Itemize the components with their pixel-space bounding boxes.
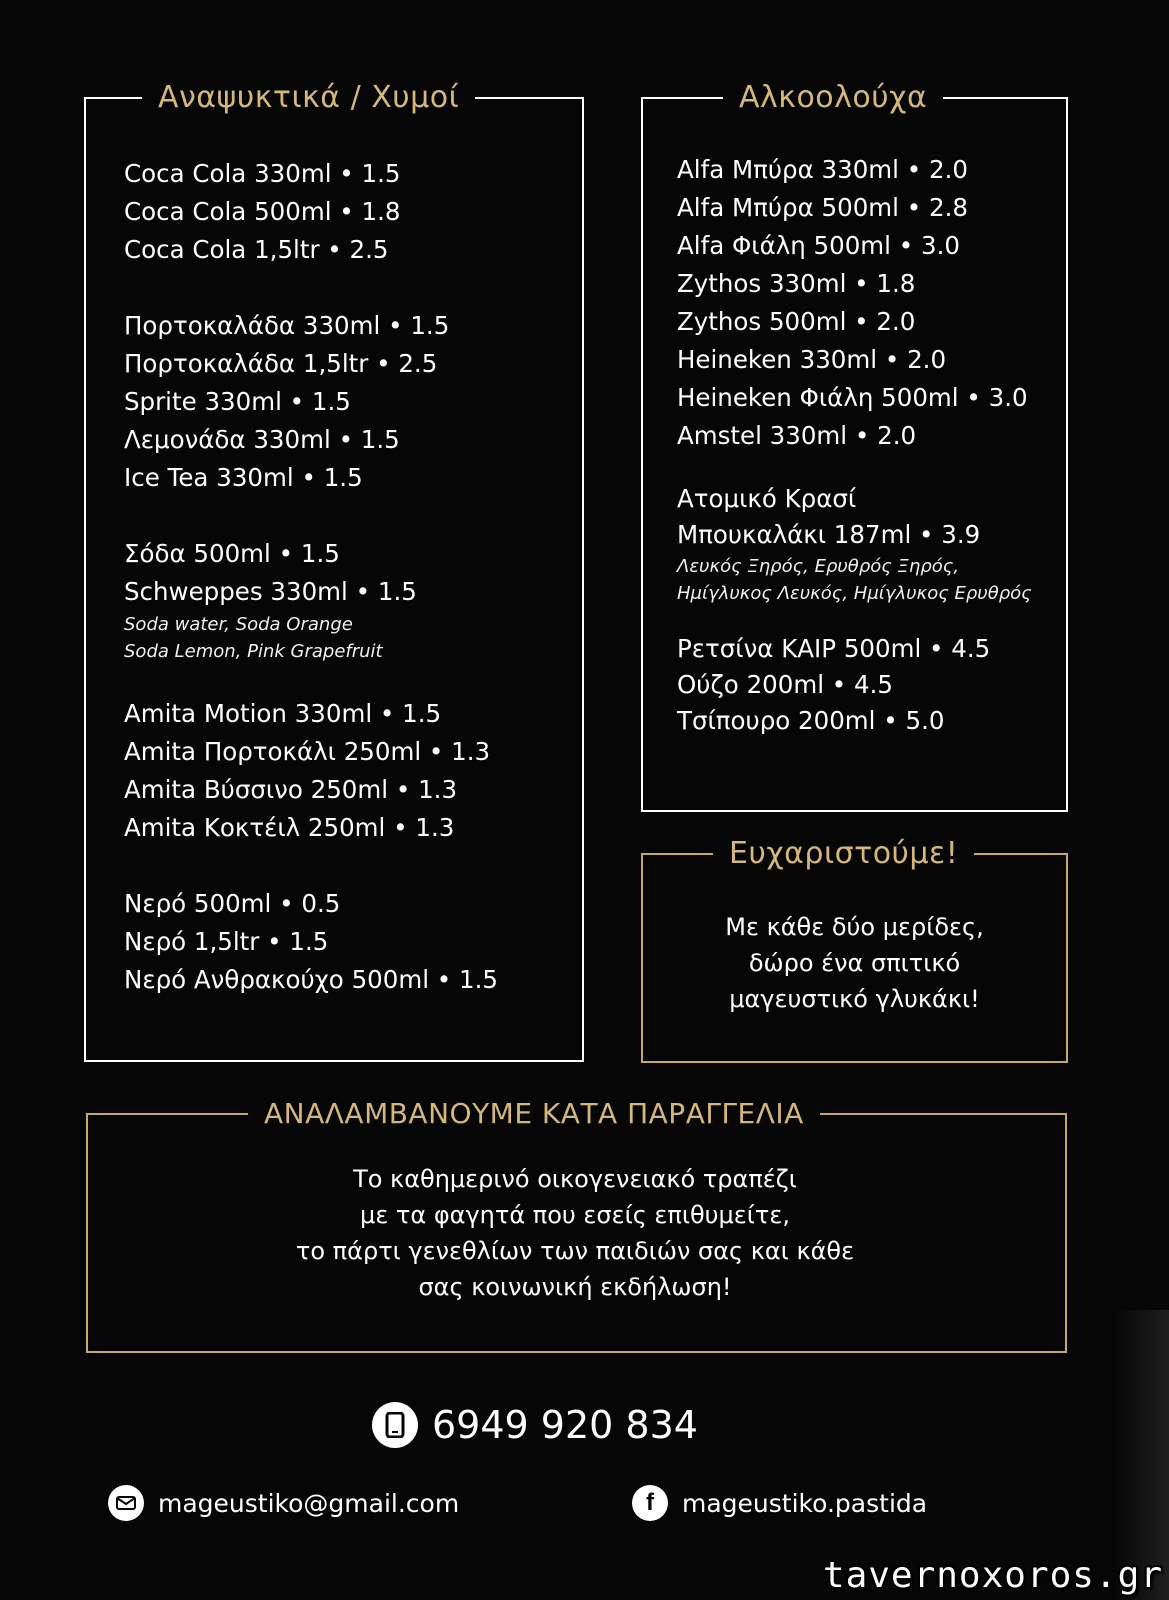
menu-item: Zythos 500ml • 2.0: [677, 307, 916, 336]
menu-item: Ούζο 200ml • 4.5: [677, 670, 893, 699]
catering-line: Το καθημερινό οικογενειακό τραπέζι: [353, 1165, 797, 1193]
soft-drinks-section: [84, 80, 584, 1062]
menu-note: Soda Lemon, Pink Grapefruit: [124, 641, 383, 662]
menu-note: Soda water, Soda Orange: [124, 614, 353, 635]
menu-item: Schweppes 330ml • 1.5: [124, 577, 417, 606]
menu-item: Sprite 330ml • 1.5: [124, 387, 351, 416]
menu-item: Πορτοκαλάδα 330ml • 1.5: [124, 311, 450, 340]
menu-item: Νερό Ανθρακούχο 500ml • 1.5: [124, 965, 498, 994]
catering-title: ΑΝΑΛΑΜΒΑΝΟΥΜΕ ΚΑΤΑ ΠΑΡΑΓΓΕΛΙΑ: [248, 1096, 820, 1132]
menu-item: Νερό 1,5ltr • 1.5: [124, 927, 329, 956]
menu-item: Σόδα 500ml • 1.5: [124, 539, 340, 568]
wine-heading: Ατομικό Κρασί: [677, 484, 857, 513]
menu-item: Alfa Μπύρα 500ml • 2.8: [677, 193, 968, 222]
menu-item: Heineken 330ml • 2.0: [677, 345, 947, 374]
thanks-line: μαγευστικό γλυκάκι!: [729, 985, 980, 1013]
menu-item: Ice Tea 330ml • 1.5: [124, 463, 363, 492]
alcohol-list: [677, 151, 1032, 739]
facebook-handle[interactable]: mageustiko.pastida: [682, 1488, 928, 1518]
menu-item: Amita Βύσσινο 250ml • 1.3: [124, 775, 458, 804]
phone-icon: [372, 1402, 418, 1448]
email-address[interactable]: mageustiko@gmail.com: [158, 1488, 460, 1518]
thanks-line: δώρο ένα σπιτικό: [748, 949, 961, 977]
alcohol-title: Αλκοολούχα: [723, 80, 943, 116]
alcohol-section: [641, 80, 1068, 812]
catering-section: [86, 1097, 1067, 1353]
phone-contact[interactable]: [372, 1402, 698, 1448]
menu-item: Coca Cola 330ml • 1.5: [124, 159, 401, 188]
catering-line: σας κοινωνική εκδήλωση!: [418, 1273, 732, 1301]
menu-item: Μπουκαλάκι 187ml • 3.9: [677, 520, 981, 549]
menu-note: Λευκός Ξηρός, Ερυθρός Ξηρός,: [677, 556, 960, 577]
menu-item: Amstel 330ml • 2.0: [677, 421, 917, 450]
menu-item: Heineken Φιάλη 500ml • 3.0: [677, 383, 1028, 412]
menu-item: Amita Πορτοκάλι 250ml • 1.3: [124, 737, 491, 766]
catering-line: με τα φαγητά που εσείς επιθυμείτε,: [360, 1201, 790, 1229]
menu-item: Coca Cola 500ml • 1.8: [124, 197, 401, 226]
menu-item: Τσίπουρο 200ml • 5.0: [677, 706, 945, 735]
menu-item: Alfa Μπύρα 330ml • 2.0: [677, 155, 968, 184]
thanks-section: [641, 836, 1068, 1063]
mail-icon: [108, 1485, 144, 1521]
menu-item: Amita Κοκτέιλ 250ml • 1.3: [124, 813, 455, 842]
soft-drinks-list: [124, 155, 498, 999]
catering-line: το πάρτι γενεθλίων των παιδιών σας και κάθε: [295, 1237, 855, 1265]
thanks-text: [643, 909, 1066, 1017]
menu-item: Νερό 500ml • 0.5: [124, 889, 341, 918]
menu-item: Λεμονάδα 330ml • 1.5: [124, 425, 400, 454]
menu-item: Zythos 330ml • 1.8: [677, 269, 916, 298]
thanks-title: Ευχαριστούμε!: [713, 836, 974, 872]
watermark: tavernoxoros.gr: [822, 1555, 1163, 1596]
soft-drinks-title: Αναψυκτικά / Χυμοί: [142, 80, 475, 116]
phone-number[interactable]: 6949 920 834: [432, 1403, 698, 1447]
menu-item: Πορτοκαλάδα 1,5ltr • 2.5: [124, 349, 438, 378]
facebook-icon: f: [632, 1485, 668, 1521]
thanks-line: Με κάθε δύο μερίδες,: [725, 913, 984, 941]
catering-text: [76, 1161, 1074, 1305]
menu-note: Ημίγλυκος Λευκός, Ημίγλυκος Ερυθρός: [677, 583, 1032, 604]
email-contact[interactable]: [108, 1485, 459, 1521]
menu-item: Ρετσίνα ΚΑΙΡ 500ml • 4.5: [677, 634, 991, 663]
facebook-contact[interactable]: [632, 1485, 927, 1521]
menu-item: Alfa Φιάλη 500ml • 3.0: [677, 231, 960, 260]
menu-item: Coca Cola 1,5ltr • 2.5: [124, 235, 389, 264]
menu-item: Amita Motion 330ml • 1.5: [124, 699, 442, 728]
